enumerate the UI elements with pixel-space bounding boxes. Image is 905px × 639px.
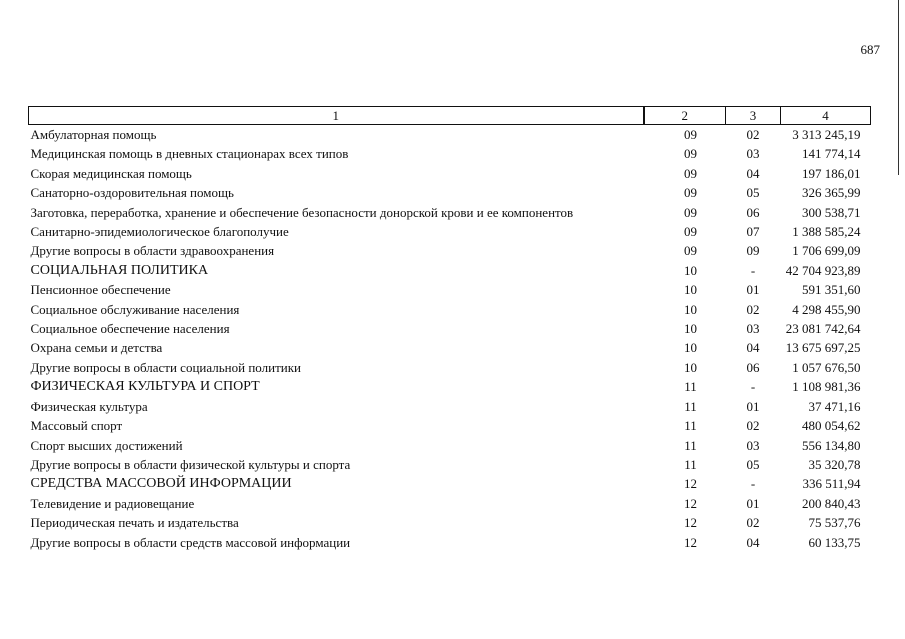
row-subsection-code-cell: 04	[746, 340, 760, 356]
row-amount-cell: 197 186,01	[802, 165, 861, 181]
row-name-cell: Социальное обслуживание населения	[30, 301, 240, 317]
row-name-cell: Заготовка, переработка, хранение и обеспечение безопасности донорской крови и ее компонентов	[30, 204, 574, 220]
table-row	[29, 397, 871, 416]
row-section-code-cell: 12	[684, 495, 697, 511]
table-row	[29, 125, 871, 145]
row-subsection-code-cell: 06	[746, 204, 760, 220]
row-amount-cell: 35 320,78	[808, 456, 861, 472]
row-amount-cell: 336 511,94	[802, 476, 861, 492]
row-name-cell: Спорт высших достижений	[30, 437, 183, 453]
row-amount-cell: 60 133,75	[808, 534, 861, 550]
row-amount-cell: 1 108 981,36	[792, 379, 861, 395]
row-section-code-cell: 09	[684, 204, 697, 220]
table-row	[29, 319, 871, 338]
scan-edge-line	[898, 0, 899, 175]
row-name-cell: Санаторно-оздоровительная помощь	[30, 185, 234, 201]
row-subsection-code-cell: 01	[746, 398, 760, 414]
table-row	[29, 280, 871, 299]
row-section-code-cell: 09	[684, 185, 697, 201]
row-subsection-code-cell: 03	[746, 437, 760, 453]
row-subsection-code-cell: 04	[746, 165, 760, 181]
table-row	[29, 533, 871, 552]
row-section-code-cell: 11	[684, 418, 697, 434]
row-subsection-code-cell: 07	[746, 224, 760, 240]
row-amount-cell: 13 675 697,25	[785, 340, 861, 356]
row-amount-cell: 200 840,43	[802, 495, 861, 511]
row-name-cell: ФИЗИЧЕСКАЯ КУЛЬТУРА И СПОРТ	[30, 379, 260, 395]
row-name-cell: Амбулаторная помощь	[30, 127, 157, 142]
row-name-cell: Другие вопросы в области социальной политики	[30, 359, 301, 375]
row-section-code-cell: 10	[684, 282, 697, 298]
row-section-code-cell: 12	[684, 515, 697, 531]
table-row	[29, 358, 871, 377]
row-section-code-cell: 11	[684, 379, 697, 395]
row-subsection-code-cell: 03	[746, 146, 760, 162]
table-section-row	[29, 474, 871, 493]
row-subsection-code-cell: 01	[746, 495, 760, 511]
row-subsection-code-cell: 02	[746, 127, 760, 142]
row-subsection-code-cell: -	[750, 262, 756, 278]
row-name-cell: Санитарно-эпидемиологическое благополучие	[30, 224, 289, 240]
page-number: 687	[860, 42, 880, 57]
row-amount-cell: 37 471,16	[808, 398, 861, 414]
table-row	[29, 241, 871, 260]
row-section-code-cell: 10	[684, 359, 697, 375]
row-amount-cell: 480 054,62	[802, 418, 861, 434]
row-name-cell: Скорая медицинская помощь	[30, 165, 192, 181]
table-row	[29, 144, 871, 163]
row-name-cell: Массовый спорт	[30, 418, 123, 434]
row-subsection-code-cell: 03	[746, 321, 760, 337]
header-col-section: 2	[644, 107, 726, 125]
table-section-row	[29, 261, 871, 280]
row-amount-cell: 4 298 455,90	[792, 301, 861, 317]
row-amount-cell: 1 388 585,24	[792, 224, 861, 240]
row-name-cell: СРЕДСТВА МАССОВОЙ ИНФОРМАЦИИ	[30, 476, 292, 492]
row-amount-cell: 1 706 699,09	[792, 243, 861, 259]
row-subsection-code-cell: 02	[746, 418, 760, 434]
table-row	[29, 513, 871, 532]
row-name-cell: Телевидение и радиовещание	[30, 495, 195, 511]
row-amount-cell: 300 538,71	[802, 204, 861, 220]
row-section-code-cell: 11	[684, 437, 697, 453]
row-amount-cell: 42 704 923,89	[785, 262, 861, 278]
row-section-code-cell: 09	[684, 165, 697, 181]
row-name-cell: Пенсионное обеспечение	[30, 282, 171, 298]
row-section-code-cell: 10	[684, 262, 697, 278]
header-col-subsection: 3	[726, 107, 781, 125]
row-name-cell: Другие вопросы в области физической культуры и спорта	[30, 456, 351, 472]
row-name-cell: СОЦИАЛЬНАЯ ПОЛИТИКА	[30, 262, 209, 278]
table-row	[29, 203, 871, 222]
table-row	[29, 183, 871, 202]
row-subsection-code-cell: -	[750, 379, 756, 395]
table-row	[29, 416, 871, 435]
row-amount-cell: 75 537,76	[808, 515, 861, 531]
row-subsection-code-cell: 04	[746, 534, 760, 550]
row-name-cell: Физическая культура	[30, 398, 148, 414]
header-col-name: 1	[29, 107, 644, 125]
budget-table	[28, 106, 871, 552]
row-name-cell: Другие вопросы в области средств массовой информации	[30, 534, 351, 550]
row-name-cell: Охрана семьи и детства	[30, 340, 163, 356]
table-row	[29, 222, 871, 241]
row-amount-cell: 556 134,80	[802, 437, 861, 453]
table-header-row	[29, 107, 871, 125]
row-subsection-code-cell: 01	[746, 282, 760, 298]
table-row	[29, 455, 871, 474]
row-section-code-cell: 09	[684, 127, 697, 142]
row-subsection-code-cell: 06	[746, 359, 760, 375]
row-section-code-cell: 11	[684, 456, 697, 472]
row-amount-cell: 3 313 245,19	[792, 127, 861, 142]
table-section-row	[29, 377, 871, 396]
row-subsection-code-cell: 02	[746, 301, 760, 317]
row-amount-cell: 23 081 742,64	[785, 321, 861, 337]
row-name-cell: Периодическая печать и издательства	[30, 515, 239, 531]
row-subsection-code-cell: 02	[746, 515, 760, 531]
row-section-code-cell: 12	[684, 534, 697, 550]
row-section-code-cell: 09	[684, 243, 697, 259]
row-section-code-cell: 10	[684, 301, 697, 317]
row-section-code-cell: 12	[684, 476, 697, 492]
table-row	[29, 494, 871, 513]
header-col-amount: 4	[781, 107, 871, 125]
row-subsection-code-cell: 05	[746, 456, 760, 472]
table-row	[29, 436, 871, 455]
table-row	[29, 164, 871, 183]
row-amount-cell: 591 351,60	[802, 282, 861, 298]
row-section-code-cell: 10	[684, 321, 697, 337]
row-name-cell: Социальное обеспечение населения	[30, 321, 230, 337]
table-row	[29, 300, 871, 319]
table-row	[29, 338, 871, 357]
row-subsection-code-cell: -	[750, 476, 756, 492]
row-subsection-code-cell: 09	[746, 243, 760, 259]
row-section-code-cell: 10	[684, 340, 697, 356]
row-section-code-cell: 09	[684, 224, 697, 240]
row-section-code-cell: 09	[684, 146, 697, 162]
row-amount-cell: 326 365,99	[802, 185, 861, 201]
table-body	[29, 125, 871, 552]
row-subsection-code-cell: 05	[746, 185, 760, 201]
row-name-cell: Другие вопросы в области здравоохранения	[30, 243, 275, 259]
row-amount-cell: 141 774,14	[802, 146, 861, 162]
row-section-code-cell: 11	[684, 398, 697, 414]
row-amount-cell: 1 057 676,50	[792, 359, 861, 375]
row-name-cell: Медицинская помощь в дневных стационарах всех типов	[30, 146, 349, 162]
